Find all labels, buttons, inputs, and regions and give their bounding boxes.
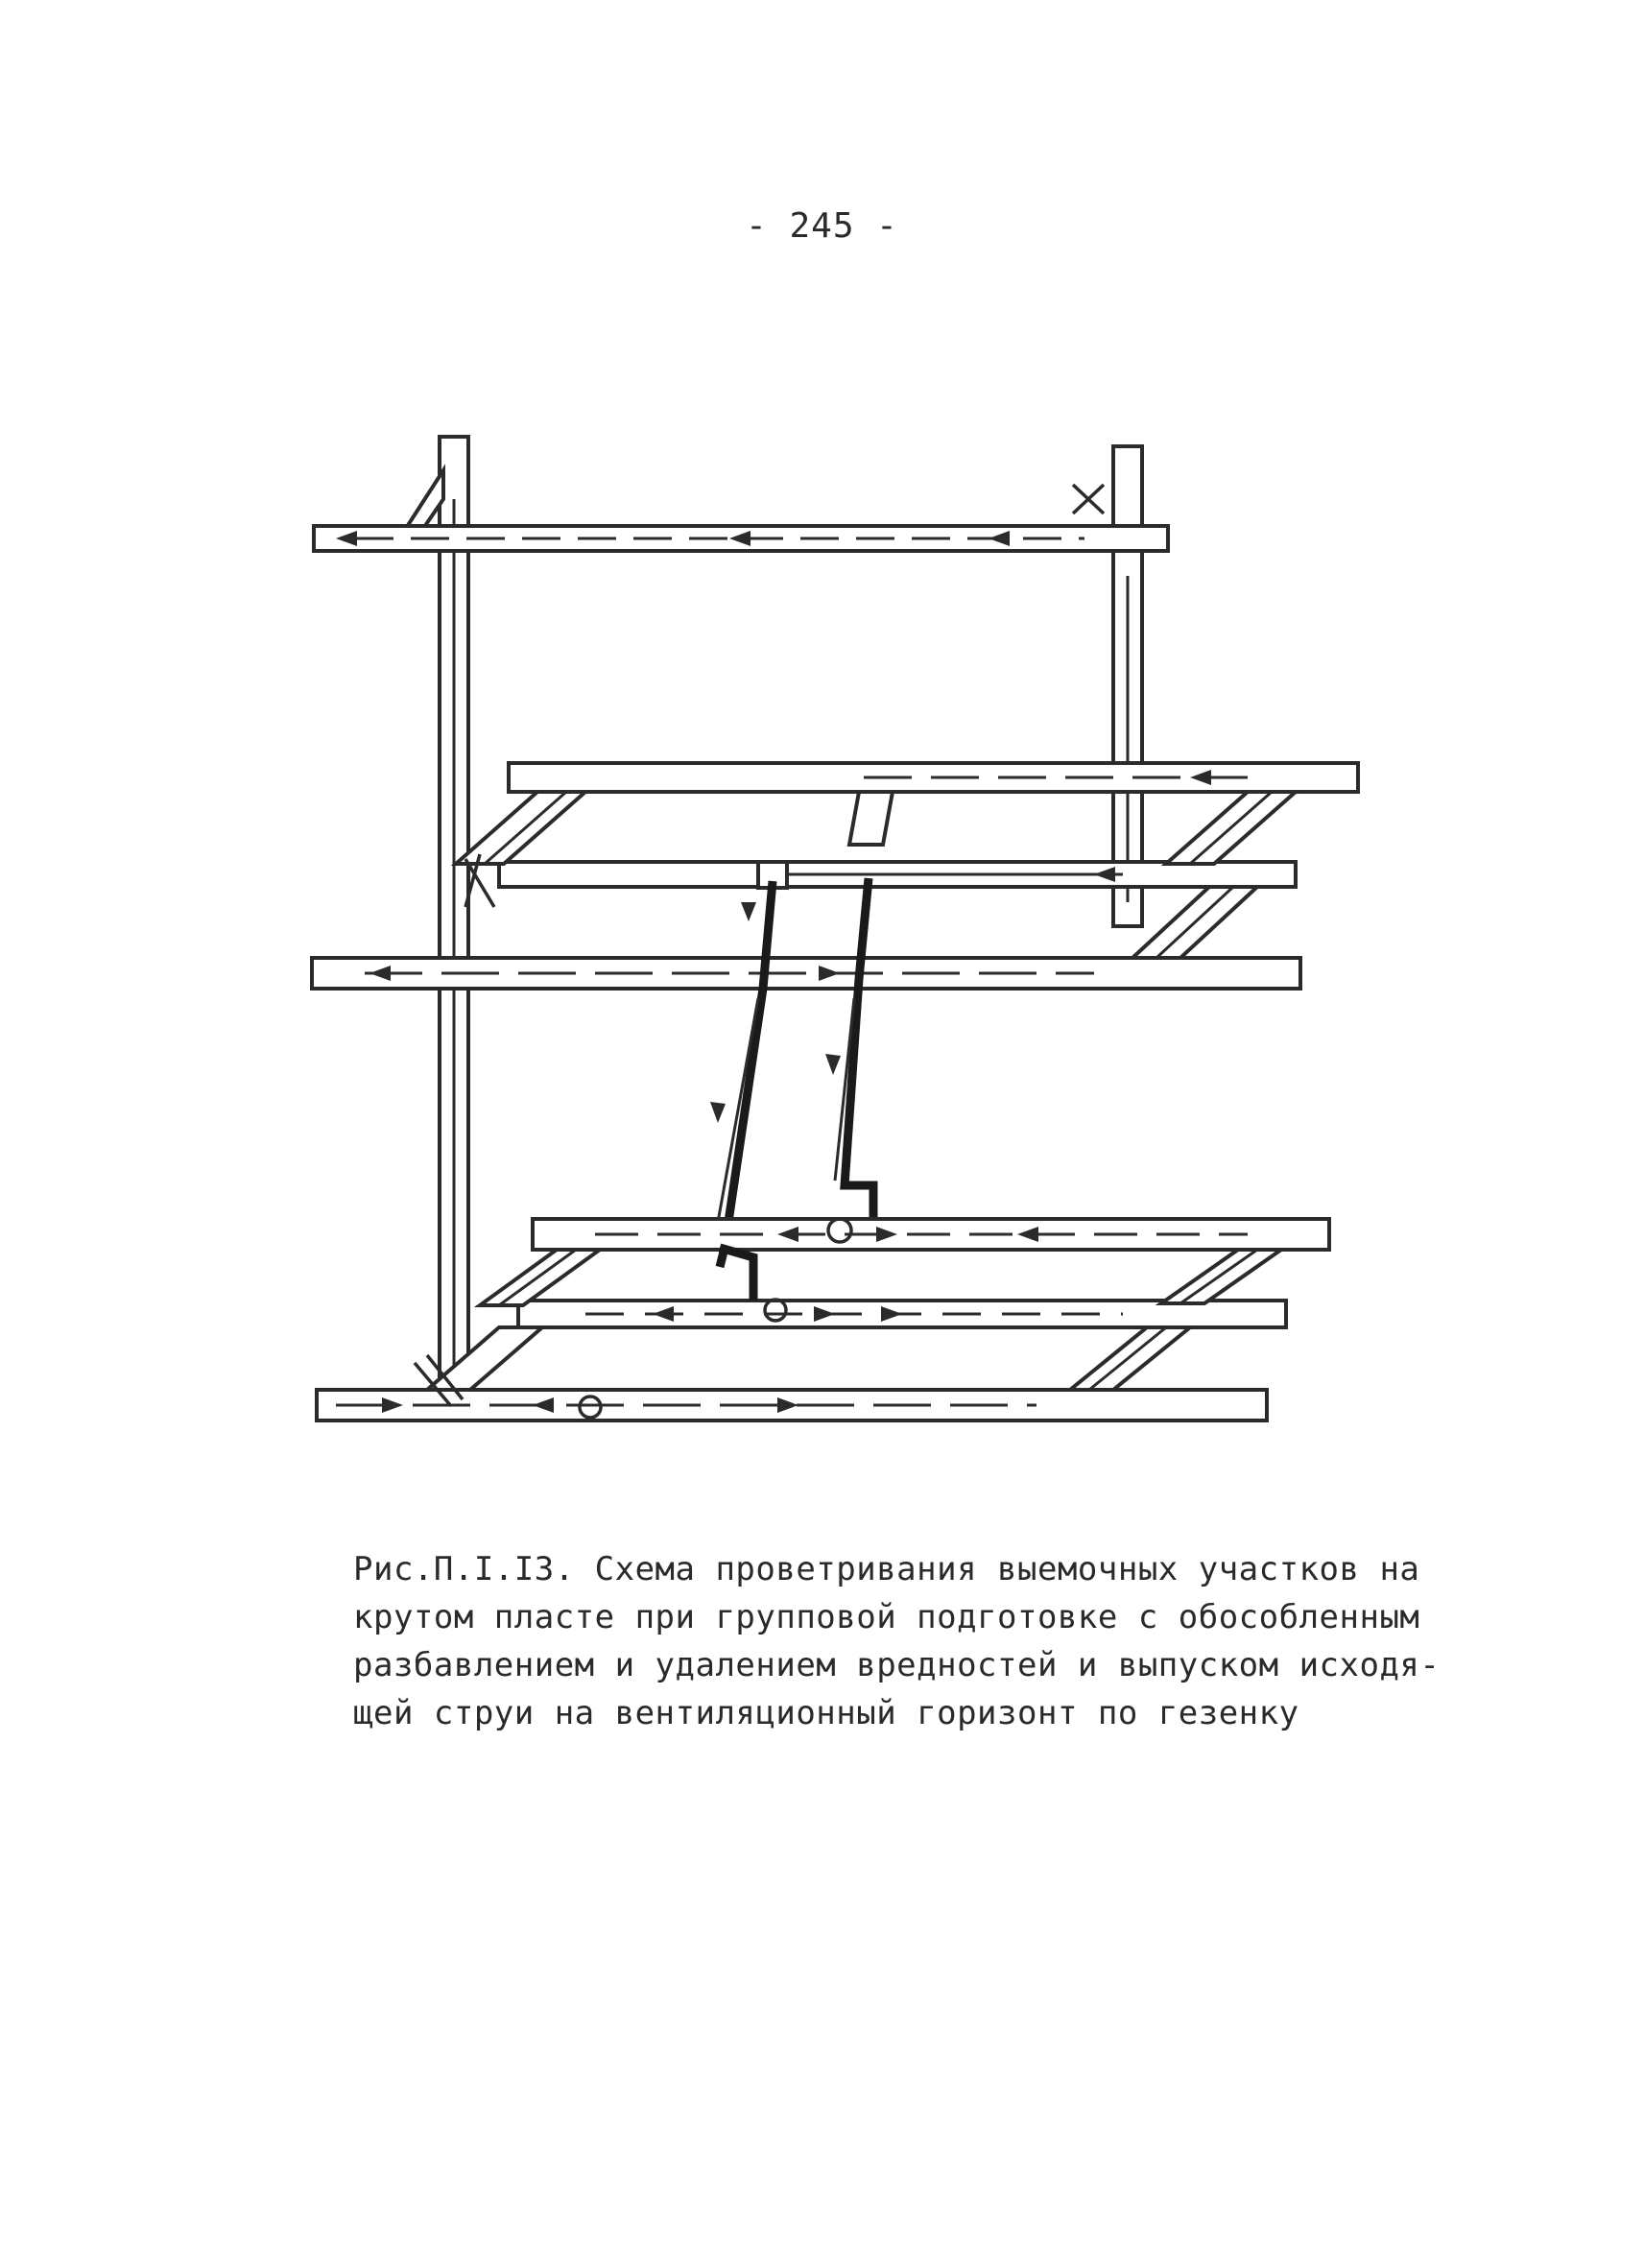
level-2-lower-drift — [312, 958, 1300, 989]
regulator-icon — [1073, 485, 1104, 513]
arrow-down-icon — [825, 1054, 841, 1075]
arrow-down-icon — [710, 1102, 726, 1123]
caption-line: крутом пласте при групповой подготовке с обособленным — [353, 1598, 1420, 1636]
level-2-left-slope — [456, 792, 585, 864]
inclined-raise-left — [710, 881, 773, 1267]
figure-caption — [353, 1545, 1441, 1737]
left-shaft — [403, 437, 468, 1406]
level-1-drift — [314, 526, 1168, 551]
arrow-down-icon — [741, 902, 756, 921]
right-shaft — [1113, 446, 1142, 926]
caption-line: щей струи на вентиляционный горизонт по гезенку — [353, 1694, 1299, 1732]
caption-line: Рис.П.I.I3. Схема проветривания выемочных участков на — [353, 1550, 1420, 1588]
caption-line: разбавлением и удалением вредностей и выпуском исходя- — [353, 1646, 1441, 1684]
level-3-upper-drift — [533, 1219, 1329, 1250]
page-number: - 245 - — [746, 206, 898, 246]
left-shaft-branch — [403, 470, 443, 533]
inclined-raise-right — [825, 878, 873, 1224]
level-2-upper-drift — [509, 763, 1358, 792]
